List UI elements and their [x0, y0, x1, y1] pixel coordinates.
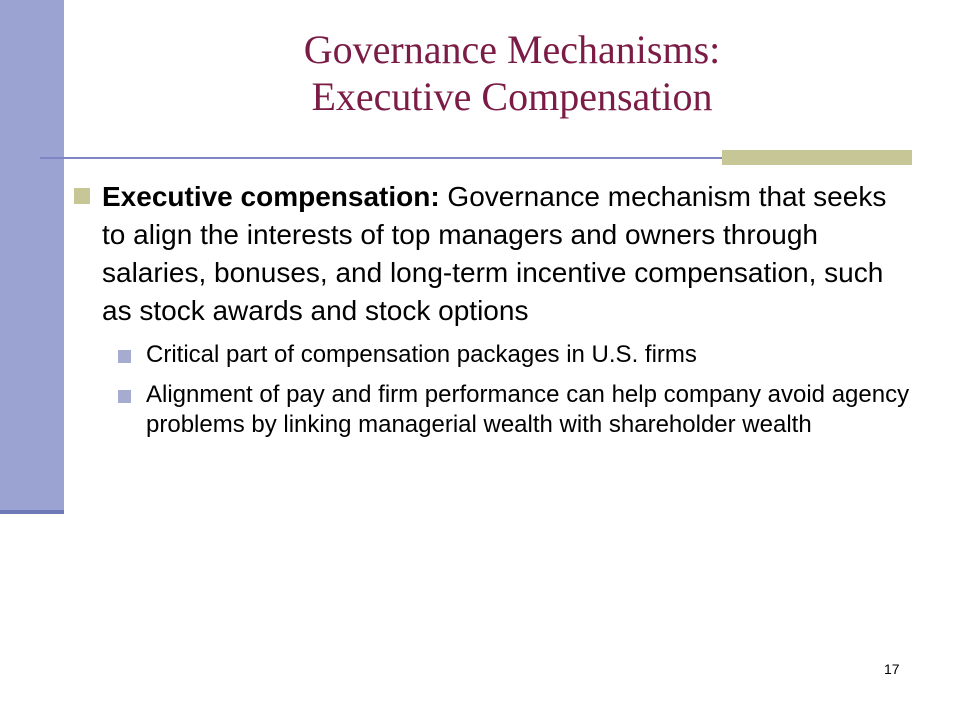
left-bar-shadow	[0, 510, 64, 514]
square-bullet-icon	[118, 350, 131, 363]
bullet-text: Governance mechanism that seeks to align the interests of top managers and owners through salaries, bonuses, and long-term incentive compensation, such as stock awards and stock options	[102, 181, 887, 326]
sub-bullet	[72, 380, 912, 440]
title-line-2: Executive Compensation	[311, 74, 713, 119]
accent-block	[722, 150, 912, 165]
left-decorative-bar	[0, 0, 64, 512]
bullet-term: Executive compensation:	[102, 181, 440, 212]
slide-content	[72, 178, 912, 450]
page-number: 17	[884, 661, 900, 677]
sub-bullet-text: Alignment of pay and firm performance can help company avoid agency problems by linking managerial wealth with shareholder wealth	[146, 381, 910, 438]
sub-bullet-list	[72, 340, 912, 440]
sub-bullet	[72, 340, 912, 370]
square-bullet-icon	[118, 390, 131, 403]
title-line-1: Governance Mechanisms:	[303, 27, 721, 72]
sub-bullet-text: Critical part of compensation packages in U.S. firms	[146, 341, 697, 368]
slide-title	[64, 26, 960, 120]
main-bullet	[72, 178, 912, 330]
square-bullet-icon	[74, 188, 90, 204]
